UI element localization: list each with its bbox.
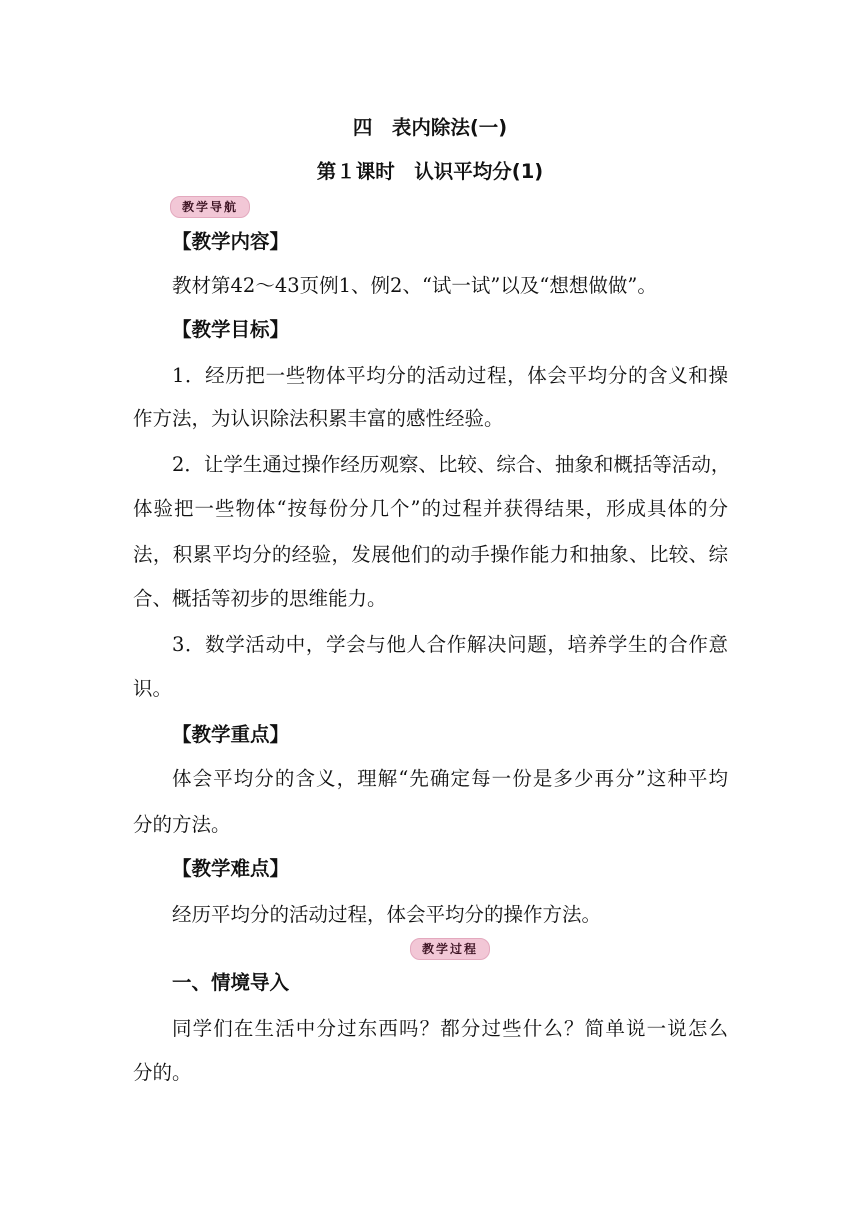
- goal-line: 2．让学生通过操作经历观察、比较、综合、抽象和概括等活动，: [172, 453, 731, 476]
- intro-line: 同学们在生活中分过东西吗？都分过些什么？简单说一说怎么: [172, 1017, 728, 1040]
- intro-line: 分的。: [133, 1061, 192, 1084]
- goal-line: 体验把一些物体“按每份分几个”的过程并获得结果，形成具体的分: [133, 497, 728, 520]
- goal-line: 合、概括等初步的思维能力。: [133, 587, 387, 610]
- goal-line: 3．数学活动中，学会与他人合作解决问题，培养学生的合作意: [172, 633, 728, 656]
- difficulties-heading: 【教学难点】: [172, 857, 290, 880]
- chapter-title: 四 表内除法(一): [352, 116, 508, 139]
- goals-heading: 【教学目标】: [172, 318, 290, 341]
- intro-heading: 一、情境导入: [172, 971, 290, 994]
- key-point-line: 分的方法。: [133, 813, 231, 836]
- difficulties-text: 经历平均分的活动过程，体会平均分的操作方法。: [172, 903, 602, 926]
- guide-badge: 教学导航: [170, 196, 250, 218]
- goal-line: 1．经历把一些物体平均分的活动过程，体会平均分的含义和操: [172, 364, 728, 387]
- goal-line: 法，积累平均分的经验，发展他们的动手操作能力和抽象、比较、综: [133, 543, 728, 566]
- process-badge: 教学过程: [410, 938, 490, 960]
- goal-line: 识。: [133, 677, 173, 700]
- key-points-heading: 【教学重点】: [172, 723, 290, 746]
- lesson-title: 第１课时 认识平均分(1): [316, 160, 544, 183]
- content-heading: 【教学内容】: [172, 230, 290, 253]
- content-text: 教材第42～43页例1、例2、“试一试”以及“想想做做”。: [172, 274, 657, 297]
- key-point-line: 体会平均分的含义，理解“先确定每一份是多少再分”这种平均: [172, 767, 728, 790]
- goal-line: 作方法，为认识除法积累丰富的感性经验。: [133, 407, 504, 430]
